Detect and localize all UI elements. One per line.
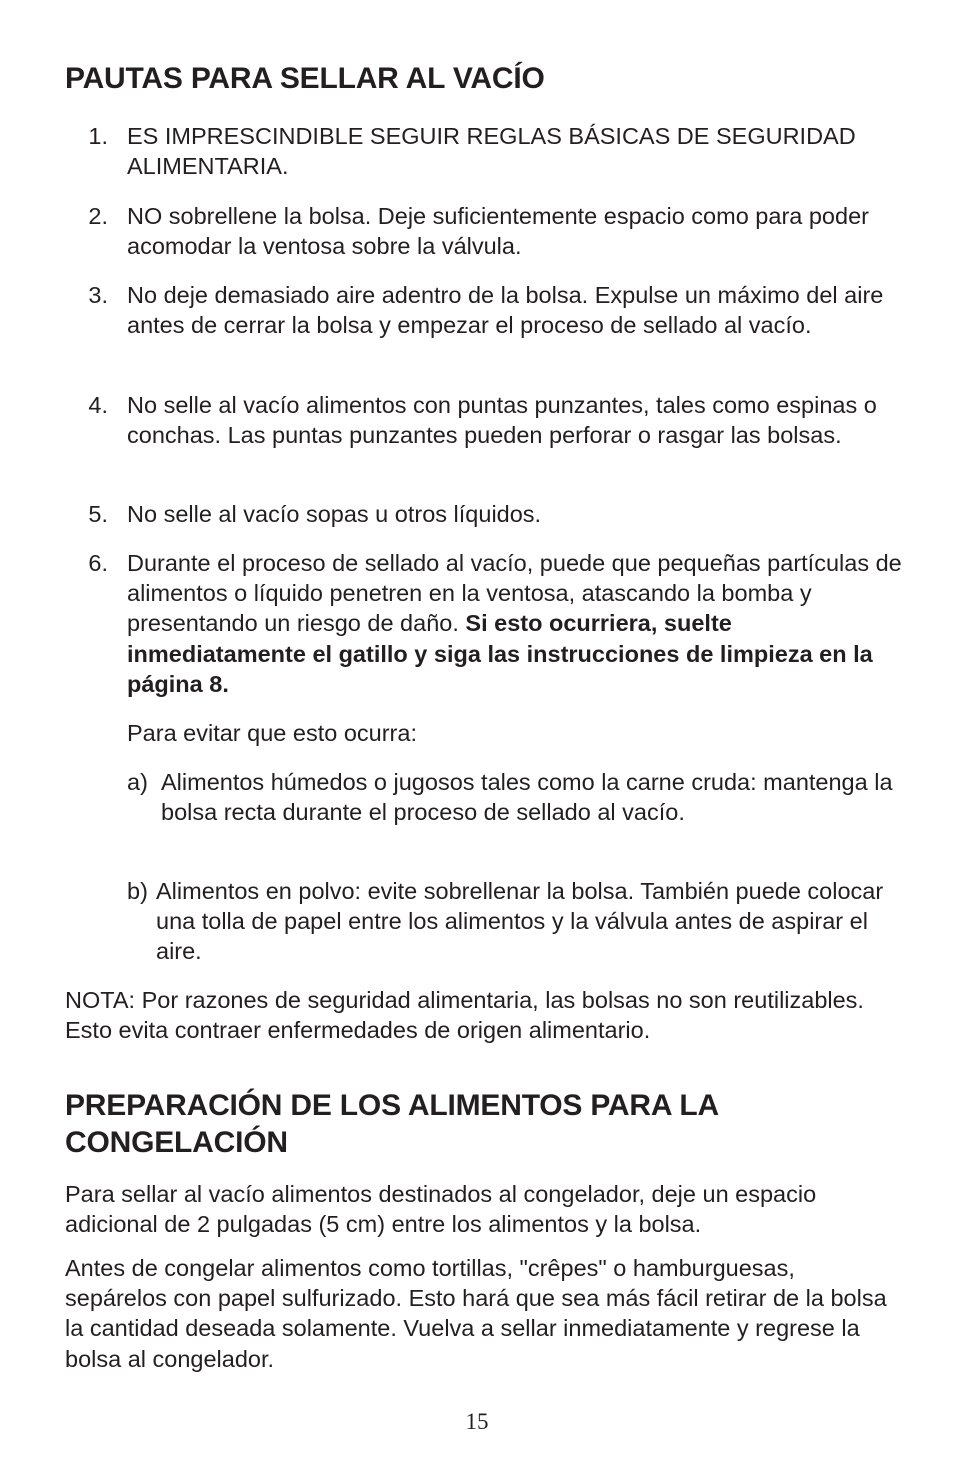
paragraph: Para sellar al vacío alimentos destinados al congelador, deje un espacio adicional de 2 pulgadas (5 cm) entre los alimentos y la bolsa. bbox=[65, 1181, 817, 1238]
safety-note: NOTA: Por razones de seguridad alimentaria, las bolsas no son reutilizables. Esto evita contraer enfermedades de origen alimentario. bbox=[65, 987, 864, 1044]
list-item-text: NO sobrellene la bolsa. Deje suficientemente espacio como para poder acomodar la ventosa sobre la válvula. bbox=[127, 203, 869, 260]
sub-item-label: b) bbox=[127, 878, 148, 904]
prevention-intro: Para evitar que esto ocurra: bbox=[127, 720, 417, 746]
list-item-text: No selle al vacío sopas u otros líquidos. bbox=[127, 501, 542, 527]
section-title-vacuum-guidelines: PAUTAS PARA SELLAR AL VACÍO bbox=[65, 62, 545, 95]
list-item-text: No selle al vacío alimentos con puntas punzantes, tales como espinas o conchas. Las puntas punzantes pueden perforar o rasgar las bolsas. bbox=[127, 392, 877, 449]
sub-item-text: Alimentos húmedos o jugosos tales como la carne cruda: mantenga la bolsa recta durante el proceso de sellado al vacío. bbox=[161, 769, 893, 826]
page-number: 15 bbox=[465, 1409, 489, 1434]
sub-item-label: a) bbox=[127, 769, 148, 795]
section-title-freezing-prep: PREPARACIÓN DE LOS ALIMENTOS PARA LA CONGELACIÓN bbox=[65, 1089, 718, 1159]
list-item-text bbox=[127, 548, 907, 699]
list-number: 1. bbox=[88, 123, 108, 149]
list-item-text-bold-warning: Si esto ocurriera, suelte inmediatamente el gatillo y siga las instrucciones de limpieza en la página 8. bbox=[127, 610, 873, 697]
list-item-text-regular: Durante el proceso de sellado al vacío, puede que pequeñas partículas de alimentos o líquido penetren en la ventosa, atascando la bomba y presentando un riesgo de daño. bbox=[127, 550, 902, 637]
list-number: 5. bbox=[88, 501, 108, 527]
list-number: 6. bbox=[88, 550, 108, 576]
list-item-text: No deje demasiado aire adentro de la bolsa. Expulse un máximo del aire antes de cerrar la bolsa y empezar el proceso de sellado al vacío. bbox=[127, 282, 884, 339]
list-number: 3. bbox=[88, 282, 108, 308]
paragraph: Antes de congelar alimentos como tortillas, "crêpes" o hamburguesas, sepárelos con papel sulfurizado. Esto hará que sea más fácil retirar de la bolsa la cantidad deseada solamente. Vuelva a sellar inmediatamente y regrese la bolsa al congelador. bbox=[65, 1255, 887, 1372]
list-number: 2. bbox=[88, 203, 108, 229]
list-number: 4. bbox=[88, 392, 108, 418]
sub-item-text: Alimentos en polvo: evite sobrellenar la bolsa. También puede colocar una tolla de papel entre los alimentos y la válvula antes de aspirar el aire. bbox=[156, 878, 884, 965]
list-item-text: ES IMPRESCINDIBLE SEGUIR REGLAS BÁSICAS DE SEGURIDAD ALIMENTARIA. bbox=[127, 123, 856, 180]
